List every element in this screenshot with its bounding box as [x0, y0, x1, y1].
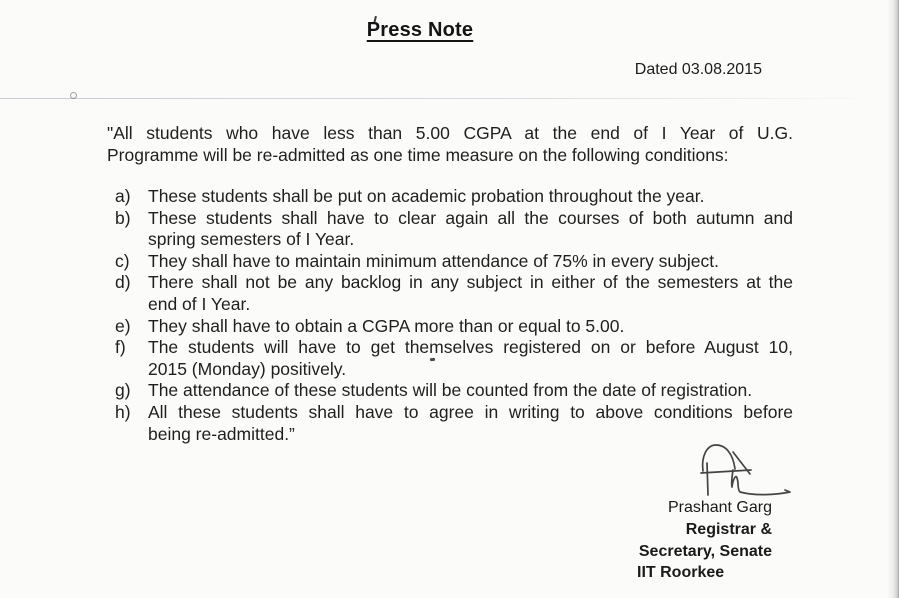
- condition-marker: d): [115, 272, 131, 293]
- condition-line: They shall have to obtain a CGPA more than or equal to 5.00.: [148, 315, 625, 336]
- condition-item-h: [115, 402, 796, 445]
- condition-item-b: [115, 208, 796, 251]
- condition-marker: f): [115, 337, 126, 358]
- condition-line: There shall not be any backlog in any subject in either of the semesters at the: [148, 272, 793, 293]
- condition-item-c: [115, 251, 796, 273]
- condition-item-g: [115, 380, 796, 402]
- signature-block: [637, 497, 772, 584]
- handwritten-signature: [693, 441, 803, 503]
- document-date: Dated 03.08.2015: [634, 61, 762, 78]
- scan-edge-shadow: [887, 0, 899, 598]
- condition-marker: e): [115, 315, 131, 336]
- condition-line: being re-admitted.”: [148, 423, 295, 444]
- condition-line: All these students shall have to agree in writing to above conditions before: [148, 401, 793, 422]
- signatory-title: Registrar &: [685, 520, 772, 538]
- condition-marker: c): [115, 250, 130, 271]
- condition-line: These students shall be put on academic probation throughout the year.: [148, 186, 705, 206]
- condition-marker: a): [115, 186, 131, 206]
- intro-line: "All students who have less than 5.00 CGPA at the end of I Year of U.G.: [107, 123, 793, 143]
- signatory-institute: IIT Roorkee: [637, 564, 725, 582]
- condition-marker: g): [115, 380, 131, 401]
- signatory-name: Prashant Garg: [667, 499, 772, 516]
- scan-stray-mark: [430, 358, 435, 361]
- condition-marker: b): [115, 207, 131, 228]
- condition-item-e: [115, 316, 796, 338]
- intro-paragraph: [107, 123, 793, 166]
- page-title: Press Note: [366, 19, 474, 41]
- condition-line: The students will have to get themselves registered on or before August 10,: [148, 337, 793, 358]
- condition-line: They shall have to maintain minimum attendance of 75% in every subject.: [148, 250, 719, 271]
- scan-fold-line: [0, 98, 899, 99]
- condition-item-f: [115, 337, 796, 380]
- condition-line: spring semesters of I Year.: [148, 229, 355, 250]
- conditions-list: [115, 186, 796, 445]
- condition-line: end of I Year.: [148, 293, 251, 314]
- condition-item-d: [115, 272, 796, 315]
- condition-line: The attendance of these students will be counted from the date of registration.: [148, 380, 753, 401]
- condition-line: These students shall have to clear again all the courses of both autumn and: [148, 207, 793, 228]
- condition-line: 2015 (Monday) positively.: [148, 358, 347, 379]
- condition-marker: h): [115, 401, 131, 422]
- intro-line: Programme will be re-admitted as one time measure on the following conditions:: [107, 144, 729, 165]
- signatory-title: Secretary, Senate: [638, 542, 772, 560]
- scan-speck: [70, 92, 77, 99]
- condition-item-a: [115, 186, 796, 208]
